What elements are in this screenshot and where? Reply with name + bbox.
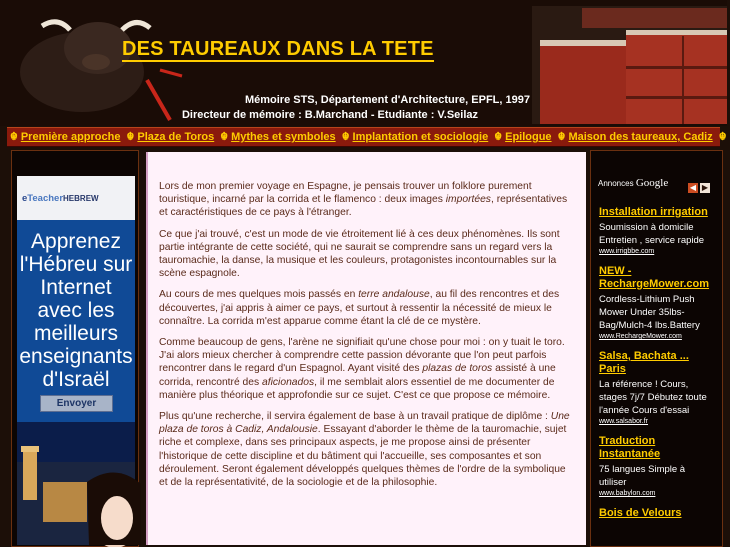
nav-link-premiere-approche[interactable]: Première approche	[20, 131, 121, 143]
main-nav	[7, 127, 727, 147]
ad-title-link[interactable]: Traduction Instantanée	[599, 435, 661, 460]
subtitle-directeur: Directeur de mémoire : B.Marchand - Etudiante : V.Seilaz	[181, 109, 478, 121]
subtitle-memoire: Mémoire STS, Département d'Architecture, EPFL, 1997	[244, 94, 530, 106]
content-paragraph: Ce que j'ai trouvé, c'est un mode de vie étroitement lié à ces deux phénomènes. Ils sont partie intégrante de cette société, qui ne saurait se comprendre sans un regard vers la tauromachie, la danse, la musique et les couleurs, protagonistes incontournables sur la scène espagnole.	[159, 228, 560, 280]
nav-link-mythes-symboles[interactable]: Mythes et symboles	[231, 131, 336, 143]
nav-separator-icon: ☬	[220, 131, 229, 143]
site-title: DES TAUREAUX DANS LA TETE	[122, 38, 434, 60]
ad-item	[599, 350, 714, 425]
nav-link-plaza-de-toros[interactable]: Plaza de Toros	[137, 131, 215, 143]
nav-separator-icon: ☬	[557, 131, 566, 143]
ad-description: Cordless-Lithium Push Mower Under 35lbs- Bag/Mulch-4 lbs.Battery	[599, 294, 700, 331]
google-ads-list	[599, 206, 714, 530]
eteacher-logo: e Teacher HEBREW	[17, 176, 135, 220]
ad-arrows	[688, 177, 712, 195]
main-content	[146, 152, 586, 545]
ad-title-link[interactable]: NEW - RechargeMower.com	[599, 265, 710, 290]
eteacher-ad[interactable]	[17, 176, 135, 545]
ad-next-icon[interactable]: ▶	[701, 183, 709, 192]
jerusalem-image	[17, 422, 135, 545]
envoyer-button[interactable]: Envoyer	[40, 395, 113, 412]
nav-link-implantation-sociologie[interactable]: Implantation et sociologie	[352, 131, 489, 143]
ad-description: 75 langues Simple à utiliser	[599, 464, 686, 488]
ad-description: La référence ! Cours, stages 7j/7 Débutez toute l'année Cours d'essai	[599, 379, 707, 416]
content-paragraph: Au cours de mes quelques mois passés en terre andalouse, au fil des rencontres et des découvertes, j'ai appris à aimer ce pays, et surtout à ressentir la nécessité de mieux le connaître. La corrida m'est apparue comme étant la clé de ce mystère.	[159, 289, 560, 327]
ad-url-link[interactable]: www.salsabor.fr	[599, 418, 649, 425]
site-header	[0, 0, 727, 126]
arena-image	[532, 6, 727, 124]
ad-url-link[interactable]: www.babylon.com	[599, 490, 656, 497]
nav-link-maison-des-taureaux[interactable]: Maison des taureaux, Cadiz	[568, 131, 713, 143]
ad-url-link[interactable]: www.RechargeMower.com	[599, 333, 682, 340]
nav-link-epilogue[interactable]: Epilogue	[505, 131, 552, 143]
ad-url-link[interactable]: www.irrigbbe.com	[599, 248, 655, 255]
ad-headline: Apprenez l'Hébreu sur Internet avec les meilleurs enseignants d'Israël	[19, 230, 133, 391]
nav-separator-icon: ☬	[494, 131, 503, 143]
content-paragraph: Plus qu'une recherche, il servira également de base à un travail pratique de diplôme : Une plaza de toros à Cadiz, Andalousie. Essayant d'aborder le thème de la tauromachie, sujet riche et complexe, dans ses principaux aspects, je me propose ainsi de présenter l'historique de cette discipline et du bâtiment qui l'accueille, ses composantes et son déroulement. Seront également développés quelques thèmes de l'ordre de la symbolique et de la représentativité, de la sociologie et de la philosophie.	[159, 411, 570, 489]
ad-item	[599, 435, 714, 497]
ad-item	[599, 265, 714, 340]
nav-separator-icon: ☬	[126, 131, 135, 143]
ad-title-link[interactable]: Salsa, Bachata ... Paris	[599, 350, 689, 375]
ad-item	[599, 507, 714, 520]
ad-title-link[interactable]: Installation irrigation	[599, 206, 708, 218]
nav-separator-icon: ☬	[718, 131, 727, 143]
ad-title-link[interactable]: Bois de Velours	[599, 507, 682, 519]
ads-by-google-label[interactable]: Annonces Google	[598, 177, 669, 189]
nav-separator-icon: ☬	[10, 131, 18, 143]
ad-item	[599, 206, 714, 255]
content-paragraph: Comme beaucoup de gens, l'arène ne signifiait qu'une chose pour moi : on y tuait le toro. J'ai alors mieux chercher à comprendre cette passion dévorante que l'on peut parfois rencontrer dans le regard d'un Espagnol. Ayant visité des plazas de toros assisté à une corrida, rencontré des aficionados, il me semblait alors essentiel de me documenter de manière plus théorique et approfondie sur ce sujet. C'est ce que propose ce mémoire.	[159, 337, 565, 401]
nav-separator-icon: ☬	[341, 131, 350, 143]
ad-description: Soumission à domicile Entretien , service rapide	[599, 222, 705, 246]
ad-prev-icon[interactable]: ◀	[689, 183, 697, 192]
content-paragraph: Lors de mon premier voyage en Espagne, je pensais trouver un folklore purement touristique, incarné par la corrida et le flamenco : deux images importées, représentatives et caractéristiques de ce pays à l'étranger.	[159, 181, 568, 219]
